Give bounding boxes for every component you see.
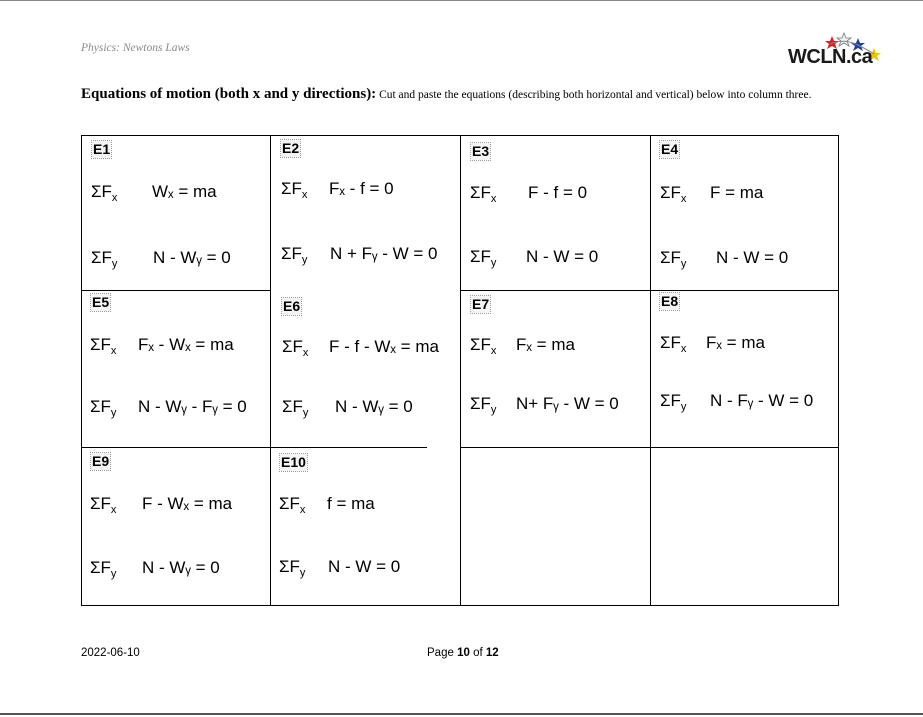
wcln-logo [786, 32, 881, 72]
grid-line [81, 447, 270, 448]
grid-line [650, 135, 651, 447]
grid-line [81, 135, 82, 606]
y-equation: $\Sigma F_y$ N - Wᵧ = 0 [90, 558, 220, 580]
x-equation: $\Sigma F_x$ Fₓ - f = 0 [281, 179, 394, 201]
y-equation: $\Sigma F_y$ N + Fᵧ - W = 0 [281, 244, 438, 266]
y-equation: $\Sigma F_y$ N - Fᵧ - W = 0 [660, 391, 814, 413]
x-equation: $\Sigma F_x$ F = ma [660, 183, 764, 205]
y-equation: $\Sigma F_y$ N - W = 0 [279, 557, 401, 579]
grid-line [81, 290, 270, 291]
x-equation: $\Sigma F_x$ Fₓ = ma [660, 333, 765, 355]
x-equation: $\Sigma F_x$ Fₓ - Wₓ = ma [90, 335, 234, 357]
x-equation: $\Sigma F_x$ F - f - Wₓ = ma [282, 337, 439, 359]
cell-label: E10 [281, 454, 306, 470]
page-bottom-border [0, 713, 923, 715]
x-equation: $\Sigma F_x$ F - f = 0 [470, 183, 588, 205]
y-equation: $\Sigma F_y$ N - Wᵧ = 0 [282, 397, 413, 419]
instructions-body: Cut and paste the equations (describing both horizontal and vertical) below into column three. [379, 89, 812, 101]
grid-line [461, 290, 839, 291]
grid-line [270, 135, 271, 606]
cell-label: E3 [472, 143, 490, 159]
footer-date: 2022-06-10 [81, 647, 140, 659]
y-equation: $\Sigma F_y$ N - Wᵧ - Fᵧ = 0 [90, 397, 247, 419]
y-equation: $\Sigma F_y$ N - W = 0 [470, 247, 599, 269]
page-number: Page 10 of 12 [427, 647, 499, 659]
y-equation: $\Sigma F_y$ N+ Fᵧ - W = 0 [470, 394, 619, 416]
cell-label: E4 [661, 141, 679, 157]
cell-label: E1 [93, 141, 111, 157]
y-equation: $\Sigma F_y$ N - Wᵧ = 0 [91, 248, 231, 270]
logo-text: WCLN.ca [788, 46, 873, 68]
instructions [81, 86, 841, 104]
y-equation: $\Sigma F_y$ N - W = 0 [660, 248, 789, 270]
empty-cell [651, 448, 841, 605]
cell-label: E7 [472, 296, 490, 312]
subject-header: Physics: Newtons Laws [81, 42, 190, 54]
grid-line [271, 447, 427, 448]
x-equation: $\Sigma F_x$ Fₓ = ma [470, 335, 575, 357]
instructions-title: Equations of motion (both x and y directions): [81, 86, 377, 102]
x-equation: $\Sigma F_x$ Wₓ = ma [91, 182, 217, 204]
x-equation: $\Sigma F_x$ F - Wₓ = ma [90, 494, 233, 516]
cell-label: E6 [283, 298, 301, 314]
cell-label: E5 [92, 294, 110, 310]
cell-label: E8 [661, 293, 679, 309]
page-top-border [0, 0, 923, 1]
equations-grid [81, 135, 839, 606]
cell-label: E9 [92, 453, 110, 469]
x-equation: $\Sigma F_x$ f = ma [279, 494, 375, 516]
empty-cell [461, 448, 651, 605]
cell-label: E2 [282, 140, 300, 156]
